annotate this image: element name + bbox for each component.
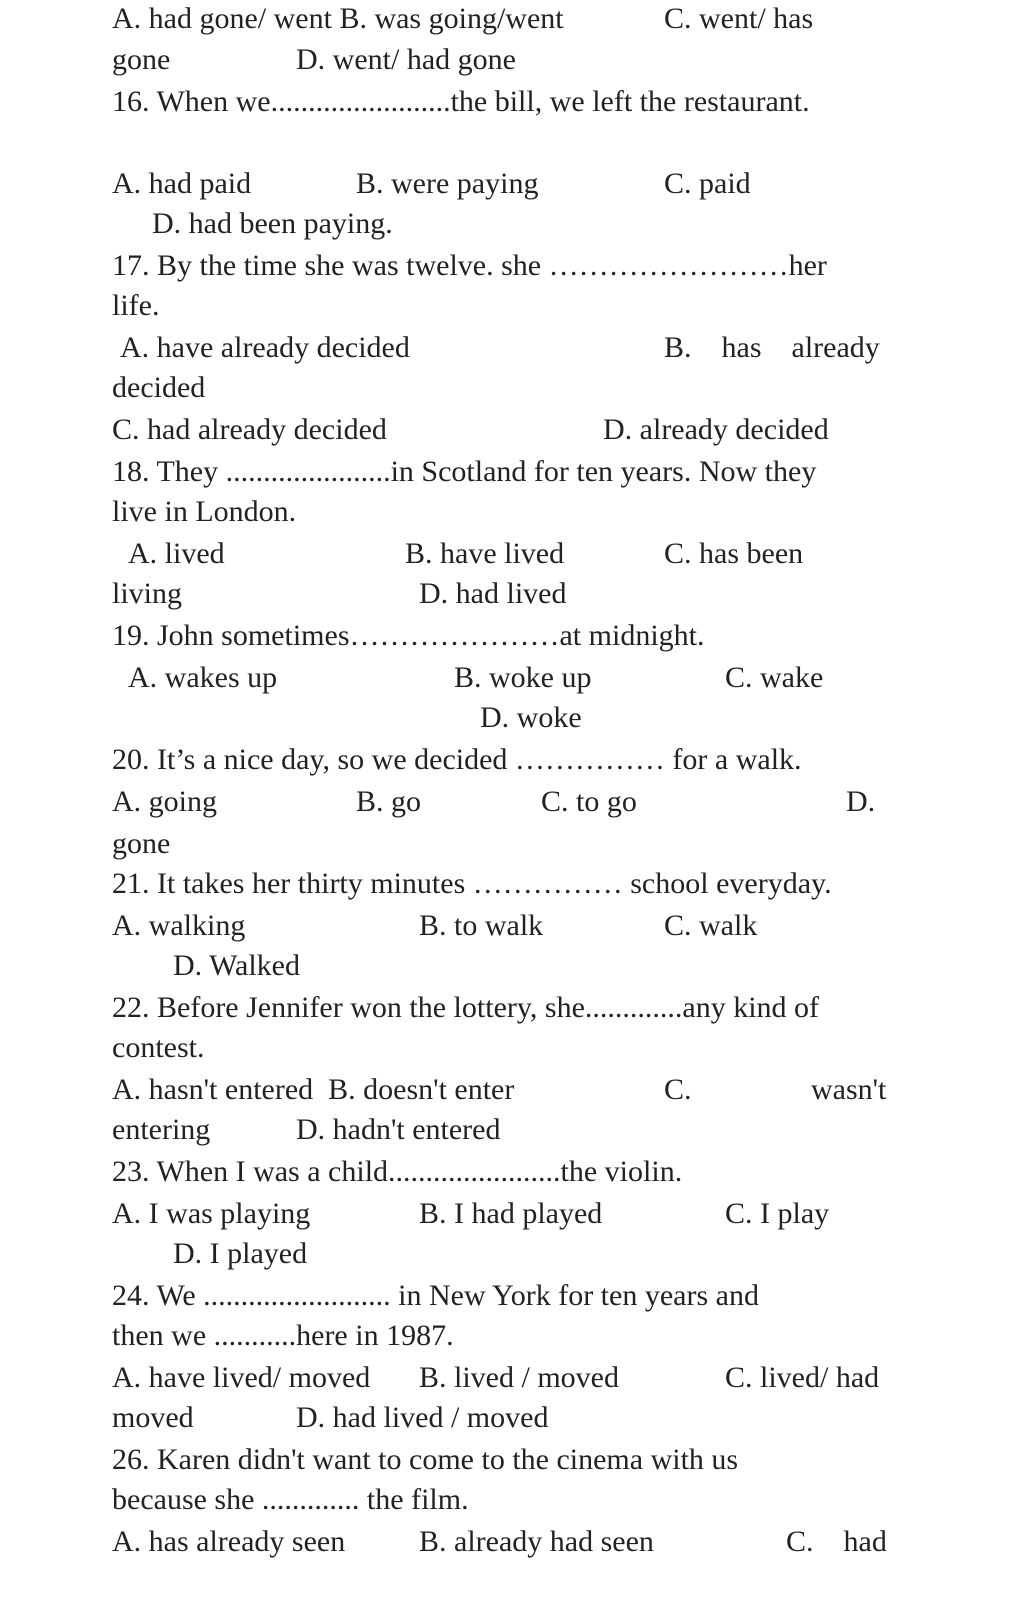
option-text: D. already decided <box>603 413 829 446</box>
option-text: wasn't <box>811 1073 887 1106</box>
question-16: 16. When we........................the bill, we left the restaurant. <box>112 85 810 118</box>
question-17-cont: life. <box>112 289 160 322</box>
option-text: B. woke up <box>454 661 592 694</box>
option-text: A. have lived/ moved <box>112 1361 371 1394</box>
option-text: A. had paid <box>112 167 252 200</box>
option-text: decided <box>112 371 206 404</box>
option-text: D. <box>846 785 876 818</box>
question-21: 21. It takes her thirty minutes …………… school everyday. <box>112 867 832 900</box>
option-text: B. have lived <box>405 537 565 570</box>
option-text: D. had lived <box>419 577 567 610</box>
option-text: A. walking <box>112 909 246 942</box>
question-20: 20. It’s a nice day, so we decided …………… for a walk. <box>112 743 802 776</box>
option-text: A. going <box>112 785 217 818</box>
option-text: C. lived/ had <box>725 1361 880 1394</box>
option-text: A. has already seen <box>112 1525 346 1558</box>
option-text: D. woke <box>480 701 582 734</box>
option-text: D. had lived / moved <box>296 1401 549 1434</box>
option-text: moved <box>112 1401 194 1434</box>
option-text: entering <box>112 1113 211 1146</box>
question-23: 23. When I was a child.......................the violin. <box>112 1155 683 1188</box>
option-text: B. lived / moved <box>419 1361 619 1394</box>
question-18: 18. They ......................in Scotland for ten years. Now they <box>112 455 817 488</box>
option-text: C. has been <box>664 537 804 570</box>
option-text: B. to walk <box>419 909 544 942</box>
option-text: D. hadn't entered <box>296 1113 501 1146</box>
option-text: C. I play <box>725 1197 830 1230</box>
option-text: C. went/ has <box>664 2 814 35</box>
question-26: 26. Karen didn't want to come to the cinema with us <box>112 1443 739 1476</box>
question-24: 24. We ......................... in New York for ten years and <box>112 1279 759 1312</box>
option-text: D. had been paying. <box>152 207 393 240</box>
option-text: D. went/ had gone <box>296 43 516 76</box>
option-text: A. lived <box>128 537 225 570</box>
option-text: gone <box>112 827 171 860</box>
question-26-cont: because she ............. the film. <box>112 1483 469 1516</box>
option-text: C. walk <box>664 909 758 942</box>
option-text: D. Walked <box>173 949 301 982</box>
option-text: A. have already decided <box>120 331 410 364</box>
question-17: 17. By the time she was twelve. she ……………………her <box>112 249 827 282</box>
option-text: B. were paying <box>356 167 539 200</box>
option-text: A. hasn't entered B. doesn't enter <box>112 1073 515 1106</box>
option-text: C. had already decided <box>112 413 387 446</box>
option-text: living <box>112 577 183 610</box>
option-text: B. has already <box>664 331 880 364</box>
option-text: A. wakes up <box>128 661 278 694</box>
option-text: A. I was playing <box>112 1197 311 1230</box>
option-text: C. <box>664 1073 692 1106</box>
option-text: gone <box>112 43 171 76</box>
question-22: 22. Before Jennifer won the lottery, she.............any kind of <box>112 991 820 1024</box>
option-text: B. go <box>356 785 422 818</box>
question-24-cont: then we ...........here in 1987. <box>112 1319 454 1352</box>
question-19: 19. John sometimes…………………at midnight. <box>112 619 705 652</box>
option-text: C. to go <box>541 785 637 818</box>
option-text: D. I played <box>173 1237 308 1270</box>
question-18-cont: live in London. <box>112 495 297 528</box>
option-text: B. already had seen <box>419 1525 654 1558</box>
option-text: C. had <box>786 1525 887 1558</box>
option-text: C. wake <box>725 661 824 694</box>
question-22-cont: contest. <box>112 1031 205 1064</box>
option-text: B. I had played <box>419 1197 603 1230</box>
option-text: A. had gone/ went B. was going/went <box>112 2 564 35</box>
option-text: C. paid <box>664 167 751 200</box>
